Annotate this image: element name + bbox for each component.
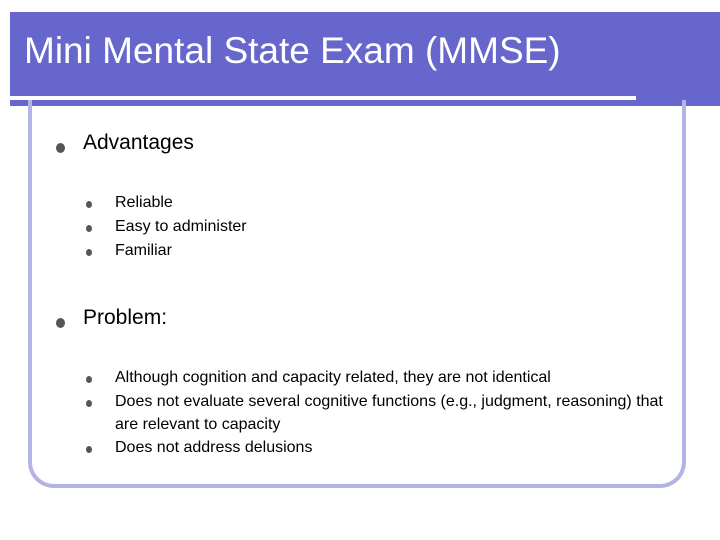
- bullet-icon: [86, 225, 92, 232]
- list-item-text: Does not evaluate several cognitive functions (e.g., judgment, reasoning) that are relevant to capacity: [115, 393, 663, 433]
- bullet-icon: [56, 318, 65, 328]
- list-item: [86, 239, 606, 263]
- section-heading: Advantages: [83, 131, 194, 154]
- section-heading: Problem:: [83, 306, 168, 329]
- slide-title: Mini Mental State Exam (MMSE): [24, 30, 561, 71]
- list-item: [86, 390, 686, 436]
- list-item: [86, 366, 686, 390]
- list-item: [86, 436, 686, 460]
- list-item-text: Familiar: [115, 242, 172, 259]
- bullet-icon: [56, 143, 65, 153]
- list-item-text: Easy to administer: [115, 218, 247, 235]
- list-item-text: Does not address delusions: [115, 439, 313, 456]
- list-item-text: Although cognition and capacity related, they are not identical: [115, 369, 551, 386]
- advantages-list: [86, 191, 606, 263]
- problem-list: [86, 366, 686, 460]
- bullet-icon: [86, 376, 92, 383]
- bullet-icon: [86, 201, 92, 208]
- list-item: [86, 215, 606, 239]
- list-item: [86, 191, 606, 215]
- list-item-text: Reliable: [115, 194, 173, 211]
- bullet-icon: [86, 446, 92, 453]
- bullet-icon: [86, 249, 92, 256]
- bullet-icon: [86, 400, 92, 407]
